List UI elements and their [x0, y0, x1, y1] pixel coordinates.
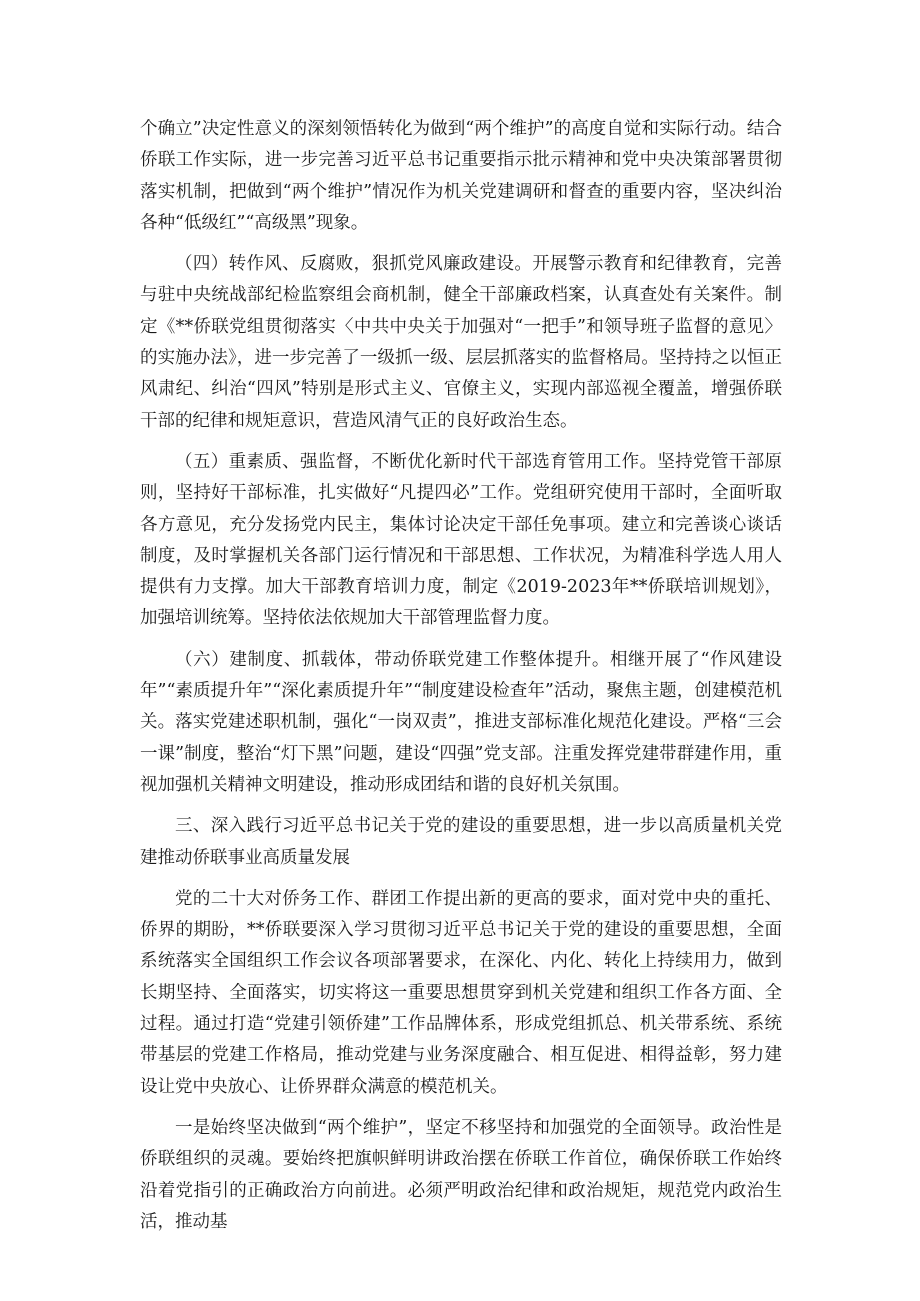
paragraph-section-five: （五）重素质、强监督，不断优化新时代干部选育管用工作。坚持党管干部原则，坚持好干部标准，扎实做好“凡提四必”工作。党组研究使用干部时，全面听取各方意见，充分发扬党内民主，集体讨论决定干部任免事项。建立和完善谈心谈话制度，及时掌握机关各部门运行情况和干部思想、工作状况，为精准科学选人用人提供有力支撑。加大干部教育培训力度，制定《2019-2023年**侨联培训规划》，加强培训统筹。坚持依法依规加大干部管理监督力度。 [140, 451, 782, 629]
paragraph-section-four: （四）转作风、反腐败，狠抓党风廉政建设。开展警示教育和纪律教育，完善与驻中央统战部纪检监察组会商机制，健全干部廉政档案，认真查处有关案件。制定《**侨联党组贯彻落实〈中共中央关于加强对“一把手”和领导班子监督的意见〉的实施办法》，进一步完善了一级抓一级、层层抓落实的监督格局。坚持持之以恒正风肃纪、纠治“四风”特别是形式主义、官僚主义，实现内部巡视全覆盖，增强侨联干部的纪律和规矩意识，营造风清气正的良好政治生态。 [140, 254, 782, 431]
paragraph-point-one: 一是始终坚决做到“两个维护”，坚定不移坚持和加强党的全面领导。政治性是侨联组织的灵魂。要始终把旗帜鲜明讲政治摆在侨联工作首位，确保侨联工作始终沿着党指引的正确政治方向前进。必须严明政治纪律和政治规矩，规范党内政治生活，推动基 [140, 1117, 782, 1232]
paragraph-intro-part-three: 党的二十大对侨务工作、群团工作提出新的更高的要求，面对党中央的重托、侨界的期盼，**侨联要深入学习贯彻习近平总书记关于党的建设的重要思想，全面系统落实全国组织工作会议各项部署要求，在深化、内化、转化上持续用力，做到长期坚持、全面落实，切实将这一重要思想贯穿到机关党建和组织工作各方面、全过程。通过打造“党建引领侨建”工作品牌体系，形成党组抓总、机关带系统、系统带基层的党建工作格局，推动党建与业务深度融合、相互促进、相得益彰，努力建设让党中央放心、让侨界群众满意的模范机关。 [140, 888, 782, 1097]
paragraph-continuation: 个确立”决定性意义的深刻领悟转化为做到“两个维护”的高度自觉和实际行动。结合侨联工作实际，进一步完善习近平总书记重要指示批示精神和党中央决策部署贯彻落实机制，把做到“两个维护”情况作为机关党建调研和督查的重要内容，坚决纠治各种“低级红”“高级黑”现象。 [140, 119, 782, 233]
document-page [140, 114, 782, 1248]
paragraph-section-six: （六）建制度、抓载体，带动侨联党建工作整体提升。相继开展了“作风建设年”“素质提升年”“深化素质提升年”“制度建设检查年”活动，聚焦主题，创建模范机关。落实党建述职机制，强化“一岗双责”，推进支部标准化规范化建设。严格“三会一课”制度，整治“灯下黑”问题，建设“四强”党支部。注重发挥党建带群建作用，重视加强机关精神文明建设，推动形成团结和谐的良好机关氛围。 [140, 649, 782, 795]
heading-part-three: 三、深入践行习近平总书记关于党的建设的重要思想，进一步以高质量机关党建推动侨联事业高质量发展 [140, 816, 782, 868]
